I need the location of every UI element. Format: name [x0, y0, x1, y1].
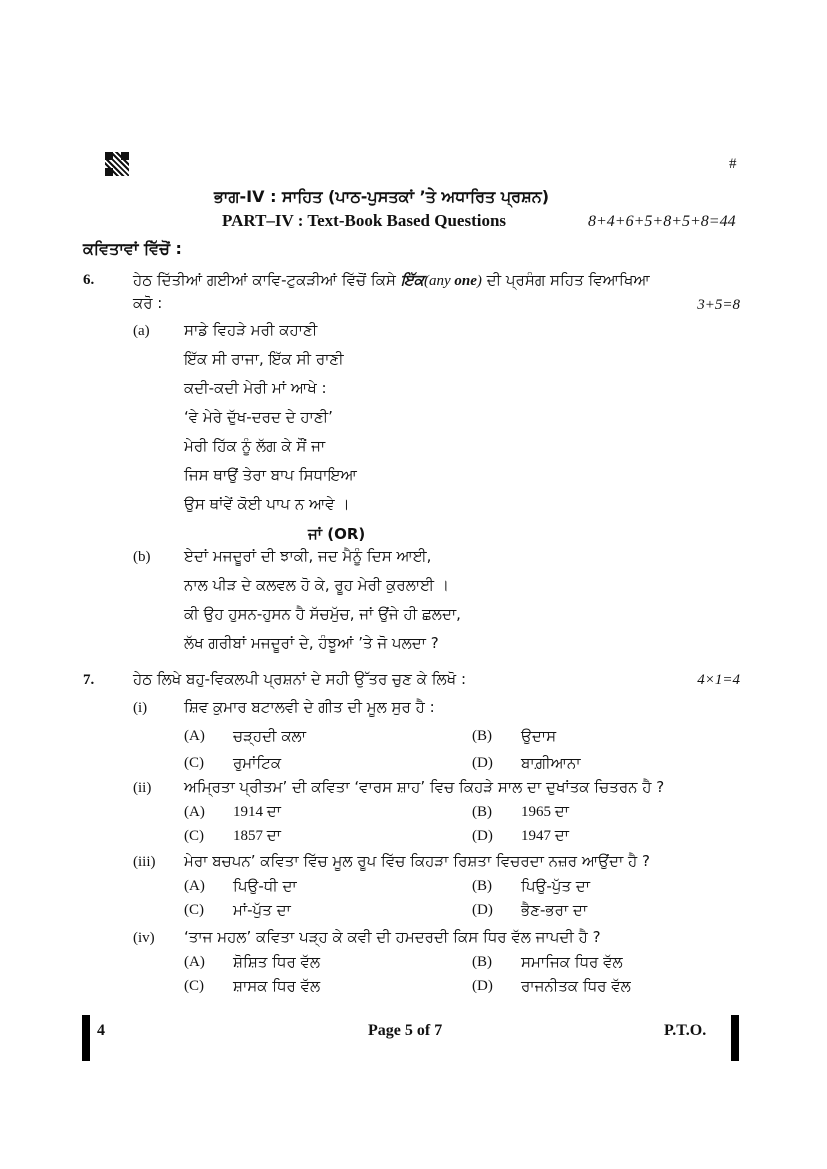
option-label: (A) — [184, 878, 205, 894]
q6-text-post: ਦੀ ਪ੍ਰਸੰਗ ਸਹਿਤ ਵਿਆਖਿਆ — [486, 271, 650, 289]
option-label: (D) — [472, 828, 493, 844]
option-text: 1947 ਦਾ — [521, 828, 569, 844]
part-marks: 8+4+6+5+8+5+8=44 — [588, 213, 736, 230]
option-label: (B) — [472, 878, 492, 894]
page-number: Page 5 of 7 — [368, 1022, 443, 1039]
footer-code: 4 — [97, 1022, 105, 1039]
option-text: ਬਾਗ਼ੀਆਨਾ — [521, 754, 581, 772]
sub-question-text: ‘ਤਾਜ ਮਹਲ’ ਕਵਿਤਾ ਪੜ੍ਹ ਕੇ ਕਵੀ ਦੀ ਹਮਦਰਦੀ ਕਿਸ ਧਿਰ ਵੱਲ ਜਾਪਦੀ ਹੈ ? — [184, 928, 601, 946]
option-text: ਰੁਮਾਂਟਿਕ — [233, 754, 282, 772]
sub-question-text: ਮੇਰਾ ਬਚਪਨ’ ਕਵਿਤਾ ਵਿੱਚ ਮੂਲ ਰੂਪ ਵਿੱਚ ਕਿਹੜਾ ਰਿਸ਼ਤਾ ਵਿਚਰਦਾ ਨਜ਼ਰ ਆਉਂਦਾ ਹੈ ? — [184, 852, 650, 870]
option-label: (C) — [184, 902, 204, 918]
option-text: 1965 ਦਾ — [521, 804, 569, 820]
poem-line: ਇੱਕ ਸੀ ਰਾਜਾ, ਇੱਕ ਸੀ ਰਾਣੀ — [184, 350, 344, 368]
option-text: ਉਦਾਸ — [521, 727, 557, 745]
option-text: ਮਾਂ-ਪੁੱਤ ਦਾ — [233, 901, 291, 919]
sub-question-text: ਸ਼ਿਵ ਕੁਮਾਰ ਬਟਾਲਵੀ ਦੇ ਗੀਤ ਦੀ ਮੂਲ ਸੁਰ ਹੈ : — [184, 698, 435, 716]
poem-line: ਉਸ ਥਾਂਵੇਂ ਕੋਈ ਪਾਪ ਨ ਆਵੇ । — [184, 495, 350, 513]
option-label: (A) — [184, 954, 205, 970]
poem-line: ਜਿਸ ਥਾਉਂ ਤੇਰਾ ਬਾਪ ਸਿਧਾਇਆ — [184, 466, 357, 484]
option-label: (C) — [184, 755, 204, 771]
option-text: ਸਮਾਜਿਕ ਧਿਰ ਵੱਲ — [521, 953, 623, 971]
option-label: (B) — [472, 954, 492, 970]
option-text: ਰਾਜਨੀਤਕ ਧਿਰ ਵੱਲ — [521, 977, 631, 995]
pto-label: P.T.O. — [664, 1022, 707, 1039]
or-separator: ਜਾਂ (OR) — [308, 525, 366, 543]
poem-line: ਲੱਖ ਗਰੀਬਾਂ ਮਜਦੂਰਾਂ ਦੇ, ਹੰਝੂਆਂ ’ਤੇ ਜੋ ਪਲਦਾ ? — [184, 634, 439, 652]
option-label: (D) — [472, 902, 493, 918]
q6-close: ) — [476, 273, 482, 289]
page-marker: # — [729, 156, 737, 172]
option-text: 1857 ਦਾ — [233, 828, 281, 844]
poem-line: ਨਾਲ ਪੀੜ ਦੇ ਕਲਵਲ ਹੋ ਕੇ, ਰੂਹ ਮੇਰੀ ਕੁਰਲਾਈ । — [184, 576, 449, 594]
sub-question-label: (iii) — [133, 854, 156, 870]
sub-question-label: (iv) — [133, 930, 155, 946]
question-text-line2: ਕਰੋ : — [133, 294, 163, 312]
option-text: ਪਿਉ-ਧੀ ਦਾ — [233, 877, 297, 895]
option-label: (b) — [133, 549, 151, 565]
question-marks: 4×1=4 — [697, 672, 740, 688]
poem-line: ਕੀ ਉਹ ਹੁਸਨ-ਹੁਸਨ ਹੈ ਸੱਚਮੁੱਚ, ਜਾਂ ਉਂਜੇ ਹੀ ਛਲਦਾ, — [184, 605, 461, 623]
option-label: (B) — [472, 728, 492, 744]
option-text: 1914 ਦਾ — [233, 804, 281, 820]
question-text: ਹੇਠ ਲਿਖੇ ਬਹੁ-ਵਿਕਲਪੀ ਪ੍ਰਸ਼ਨਾਂ ਦੇ ਸਹੀ ਉੱਤਰ ਚੁਣ ਕੇ ਲਿਖੋ : — [133, 670, 466, 688]
option-label: (D) — [472, 978, 493, 994]
option-label: (D) — [472, 755, 493, 771]
poem-line: ਸਾਡੇ ਵਿਹੜੇ ਮਰੀ ਕਹਾਣੀ — [184, 321, 318, 339]
question-number: 7. — [83, 672, 95, 688]
qr-code — [105, 152, 129, 176]
option-label: (C) — [184, 978, 204, 994]
footer-bar-left — [82, 1015, 90, 1061]
q6-any: (any — [423, 273, 455, 289]
question-number: 6. — [83, 272, 95, 288]
q6-one: one — [454, 273, 477, 289]
option-label: (a) — [133, 323, 150, 339]
option-text: ਭੈਣ-ਭਰਾ ਦਾ — [521, 901, 588, 919]
sub-question-label: (ii) — [133, 780, 152, 796]
poem-line: ‘ਵੇ ਮੇਰੇ ਦੁੱਖ-ਦਰਦ ਦੇ ਹਾਣੀ’ — [184, 408, 333, 426]
section-heading: ਕਵਿਤਾਵਾਂ ਵਿੱਚੋਂ : — [83, 239, 182, 258]
option-label: (C) — [184, 828, 204, 844]
option-text: ਪਿਉ-ਪੁੱਤ ਦਾ — [521, 877, 591, 895]
option-text: ਚੜ੍ਹਦੀ ਕਲਾ — [233, 727, 306, 745]
part-title-english: PART–IV : Text-Book Based Questions — [222, 211, 507, 230]
part-title-punjabi: ਭਾਗ-IV : ਸਾਹਿਤ (ਪਾਠ-ਪੁਸਤਕਾਂ ’ਤੇ ਅਧਾਰਿਤ ਪ੍ਰਸ਼ਨ) — [214, 187, 550, 206]
question-text — [133, 271, 650, 290]
sub-question-text: ਅਮ੍ਰਿਤਾ ਪ੍ਰੀਤਮ’ ਦੀ ਕਵਿਤਾ ‘ਵਾਰਸ ਸ਼ਾਹ’ ਵਿਚ ਕਿਹੜੇ ਸਾਲ ਦਾ ਦੁਖਾਂਤਕ ਚਿਤਰਨ ਹੈ ? — [184, 778, 665, 796]
question-marks: 3+5=8 — [697, 297, 740, 313]
option-label: (A) — [184, 728, 205, 744]
poem-line: ਮੇਰੀ ਹਿੱਕ ਨੂੰ ਲੱਗ ਕੇ ਸੌਂ ਜਾ — [184, 437, 326, 455]
poem-line: ਕਦੀ-ਕਦੀ ਮੇਰੀ ਮਾਂ ਆਖੇ : — [184, 379, 327, 397]
sub-question-label: (i) — [133, 700, 148, 716]
option-text: ਸ਼ਾਸਕ ਧਿਰ ਵੱਲ — [233, 977, 321, 995]
q6-emphasis: ਇੱਕ — [400, 271, 424, 289]
poem-line: ਏਦਾਂ ਮਜਦੂਰਾਂ ਦੀ ਝਾਕੀ, ਜਦ ਮੈਨੂੰ ਦਿਸ ਆਈ, — [184, 547, 432, 565]
q6-text-pre: ਹੇਠ ਦਿੱਤੀਆਂ ਗਈਆਂ ਕਾਵਿ-ਟੁਕੜੀਆਂ ਵਿੱਚੋਂ ਕਿਸੇ — [133, 271, 396, 289]
option-text: ਸ਼ੋਸ਼ਿਤ ਧਿਰ ਵੱਲ — [233, 953, 321, 971]
option-label: (A) — [184, 804, 205, 820]
option-label: (B) — [472, 804, 492, 820]
footer-bar-right — [731, 1015, 739, 1061]
